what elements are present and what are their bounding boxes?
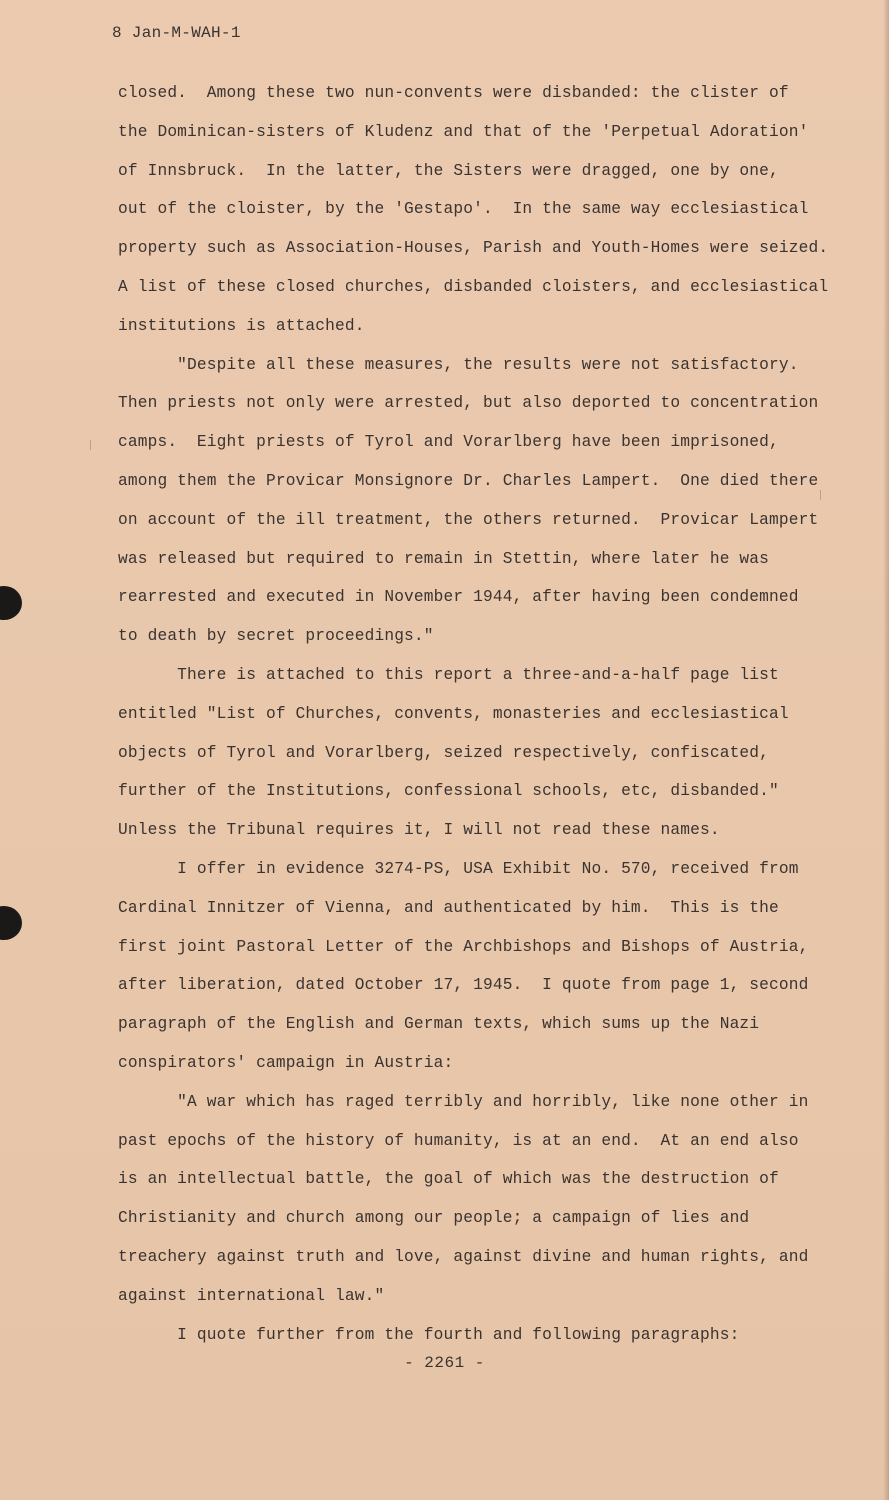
text-line: There is attached to this report a three-and-a-half page list	[118, 665, 779, 684]
text-line: out of the cloister, by the 'Gestapo'. In the same way ecclesiastical	[118, 200, 809, 219]
text-line: on account of the ill treatment, the others returned. Provicar Lampert	[118, 510, 819, 529]
document-body	[118, 74, 829, 1354]
text-line: rearrested and executed in November 1944, after having been condemned	[118, 588, 799, 607]
page-edge-shadow	[883, 0, 889, 1500]
text-line: after liberation, dated October 17, 1945. I quote from page 1, second	[118, 976, 809, 995]
text-line: A list of these closed churches, disbanded cloisters, and ecclesiastical	[118, 277, 829, 296]
punch-hole-lower	[0, 906, 22, 940]
text-line: "Despite all these measures, the results were not satisfactory.	[118, 355, 799, 374]
punch-hole-upper	[0, 586, 22, 620]
text-line: paragraph of the English and German texts, which sums up the Nazi	[118, 1015, 760, 1034]
page-number: - 2261 -	[404, 1354, 485, 1372]
text-line: Cardinal Innitzer of Vienna, and authenticated by him. This is the	[118, 898, 779, 917]
text-line: was released but required to remain in Stettin, where later he was	[118, 549, 770, 568]
text-line: is an intellectual battle, the goal of which was the destruction of	[118, 1170, 779, 1189]
stray-mark	[820, 490, 821, 500]
text-line: to death by secret proceedings."	[118, 627, 434, 646]
text-line: I offer in evidence 3274-PS, USA Exhibit No. 570, received from	[118, 859, 799, 878]
text-line: Christianity and church among our people; a campaign of lies and	[118, 1209, 750, 1228]
document-reference: 8 Jan-M-WAH-1	[112, 24, 241, 42]
text-line: further of the Institutions, confessional schools, etc, disbanded."	[118, 782, 779, 801]
text-line: the Dominican-sisters of Kludenz and that of the 'Perpetual Adoration'	[118, 122, 809, 141]
stray-mark	[90, 440, 91, 450]
text-line: I quote further from the fourth and following paragraphs:	[118, 1325, 740, 1344]
text-line: camps. Eight priests of Tyrol and Vorarlberg have been imprisoned,	[118, 433, 779, 452]
text-line: closed. Among these two nun-convents were disbanded: the clister of	[118, 84, 789, 102]
text-line: entitled "List of Churches, convents, monasteries and ecclesiastical	[118, 704, 789, 723]
text-line: Unless the Tribunal requires it, I will not read these names.	[118, 821, 720, 840]
text-line: treachery against truth and love, against divine and human rights, and	[118, 1247, 809, 1266]
text-line: of Innsbruck. In the latter, the Sisters were dragged, one by one,	[118, 161, 779, 180]
text-line: Then priests not only were arrested, but also deported to concentration	[118, 394, 819, 413]
text-line: "A war which has raged terribly and horribly, like none other in	[118, 1092, 809, 1111]
text-line: against international law."	[118, 1286, 385, 1305]
text-line: objects of Tyrol and Vorarlberg, seized respectively, confiscated,	[118, 743, 770, 762]
text-line: institutions is attached.	[118, 316, 365, 335]
text-line: past epochs of the history of humanity, is at an end. At an end also	[118, 1131, 799, 1150]
text-line: first joint Pastoral Letter of the Archbishops and Bishops of Austria,	[118, 937, 809, 956]
text-line: property such as Association-Houses, Parish and Youth-Homes were seized.	[118, 239, 829, 258]
text-line: among them the Provicar Monsignore Dr. Charles Lampert. One died there	[118, 471, 819, 490]
text-line: conspirators' campaign in Austria:	[118, 1053, 454, 1072]
